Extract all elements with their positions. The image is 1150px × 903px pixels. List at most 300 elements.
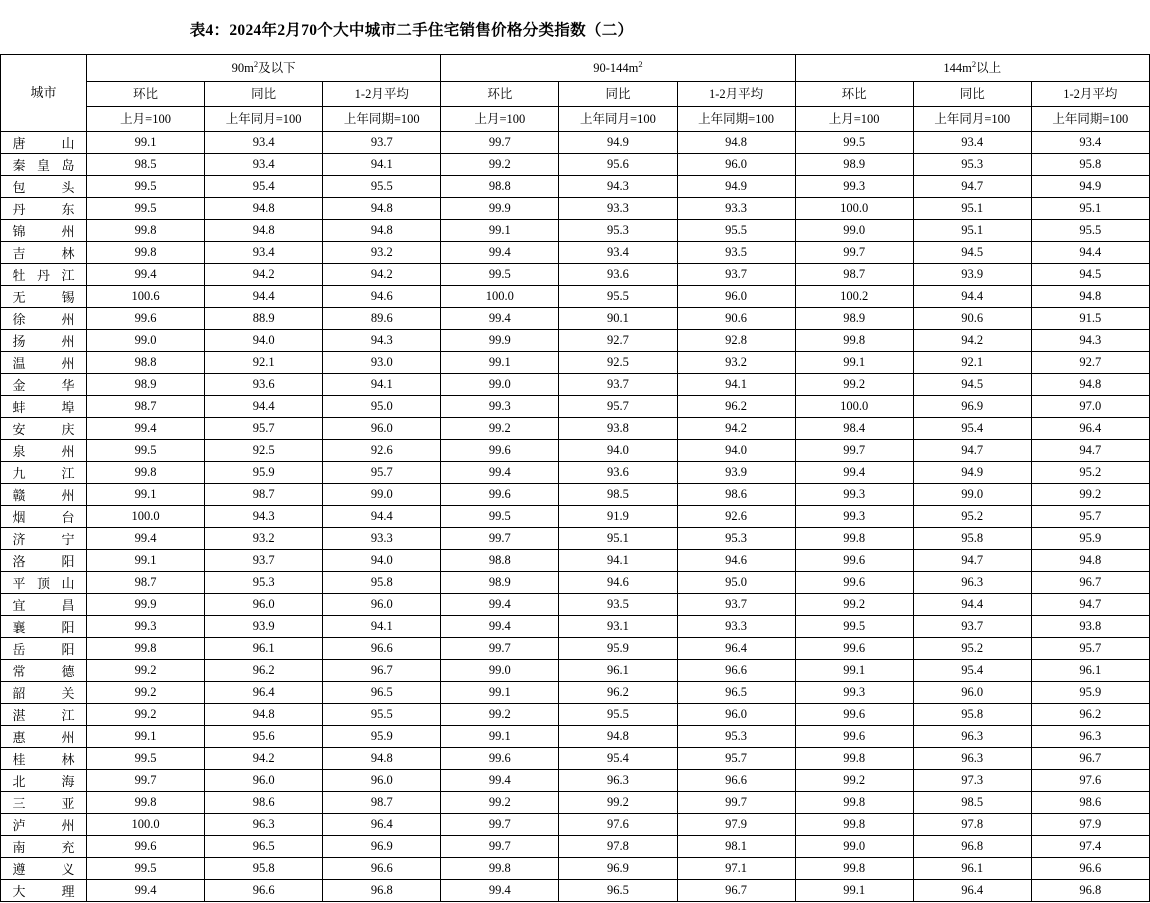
- value-cell: 94.1: [559, 550, 677, 572]
- value-cell: 94.2: [677, 418, 795, 440]
- value-cell: 96.1: [205, 638, 323, 660]
- value-cell: 96.8: [323, 880, 441, 902]
- value-cell: 95.9: [323, 726, 441, 748]
- value-cell: 96.4: [913, 880, 1031, 902]
- value-cell: 99.1: [795, 660, 913, 682]
- city-name-cell: 南 充: [1, 836, 87, 858]
- value-cell: 97.9: [677, 814, 795, 836]
- base-header-2-2: 上年同期=100: [1031, 107, 1149, 132]
- value-cell: 99.3: [87, 616, 205, 638]
- table-row: [1, 132, 1150, 154]
- value-cell: 99.0: [441, 374, 559, 396]
- value-cell: 90.6: [677, 308, 795, 330]
- value-cell: 93.2: [323, 242, 441, 264]
- value-cell: 94.2: [205, 748, 323, 770]
- value-cell: 96.8: [913, 836, 1031, 858]
- value-cell: 96.7: [323, 660, 441, 682]
- value-cell: 94.1: [677, 374, 795, 396]
- measure-header-2-2: 1-2月平均: [1031, 82, 1149, 107]
- header-row-bases: [1, 107, 1150, 132]
- value-cell: 94.4: [205, 286, 323, 308]
- value-cell: 94.6: [677, 550, 795, 572]
- value-cell: 93.4: [913, 132, 1031, 154]
- value-cell: 99.5: [87, 748, 205, 770]
- city-name-cell: 桂 林: [1, 748, 87, 770]
- value-cell: 99.1: [441, 682, 559, 704]
- value-cell: 99.8: [87, 462, 205, 484]
- value-cell: 99.5: [87, 198, 205, 220]
- city-name-cell: 丹 东: [1, 198, 87, 220]
- value-cell: 98.7: [323, 792, 441, 814]
- value-cell: 98.7: [795, 264, 913, 286]
- table-row: [1, 682, 1150, 704]
- value-cell: 95.5: [559, 704, 677, 726]
- value-cell: 99.8: [795, 792, 913, 814]
- value-cell: 99.1: [87, 132, 205, 154]
- group-label-main-0: 90m: [231, 60, 254, 75]
- table-row: [1, 880, 1150, 902]
- value-cell: 92.8: [677, 330, 795, 352]
- measure-header-1-2: 1-2月平均: [677, 82, 795, 107]
- base-header-1-2: 上年同期=100: [677, 107, 795, 132]
- value-cell: 93.2: [677, 352, 795, 374]
- value-cell: 99.7: [795, 440, 913, 462]
- value-cell: 95.8: [913, 704, 1031, 726]
- value-cell: 96.5: [559, 880, 677, 902]
- value-cell: 99.7: [795, 242, 913, 264]
- value-cell: 94.8: [205, 220, 323, 242]
- city-name-cell: 湛 江: [1, 704, 87, 726]
- value-cell: 99.2: [87, 682, 205, 704]
- city-name-cell: 温 州: [1, 352, 87, 374]
- base-header-0-1: 上年同月=100: [205, 107, 323, 132]
- value-cell: 99.2: [441, 792, 559, 814]
- value-cell: 92.7: [559, 330, 677, 352]
- table-row: [1, 748, 1150, 770]
- value-cell: 94.8: [1031, 286, 1149, 308]
- city-name-cell: 九 江: [1, 462, 87, 484]
- value-cell: 95.1: [913, 220, 1031, 242]
- table-row: [1, 462, 1150, 484]
- value-cell: 99.8: [87, 792, 205, 814]
- value-cell: 99.8: [795, 528, 913, 550]
- value-cell: 96.6: [677, 770, 795, 792]
- value-cell: 99.7: [677, 792, 795, 814]
- value-cell: 97.4: [1031, 836, 1149, 858]
- value-cell: 100.0: [441, 286, 559, 308]
- base-header-0-2: 上年同期=100: [323, 107, 441, 132]
- header-row-measures: [1, 82, 1150, 107]
- value-cell: 99.8: [795, 858, 913, 880]
- value-cell: 99.0: [441, 660, 559, 682]
- table-row: [1, 484, 1150, 506]
- value-cell: 94.9: [559, 132, 677, 154]
- value-cell: 95.7: [1031, 506, 1149, 528]
- city-name-cell: 惠 州: [1, 726, 87, 748]
- value-cell: 100.0: [87, 814, 205, 836]
- measure-header-0-0: 环比: [87, 82, 205, 107]
- value-cell: 89.6: [323, 308, 441, 330]
- value-cell: 96.4: [1031, 418, 1149, 440]
- value-cell: 99.5: [441, 264, 559, 286]
- value-cell: 99.4: [87, 418, 205, 440]
- value-cell: 96.0: [205, 594, 323, 616]
- value-cell: 94.4: [913, 594, 1031, 616]
- table-row: [1, 770, 1150, 792]
- value-cell: 93.3: [323, 528, 441, 550]
- measure-header-2-0: 环比: [795, 82, 913, 107]
- value-cell: 96.6: [323, 858, 441, 880]
- value-cell: 93.4: [205, 154, 323, 176]
- value-cell: 99.1: [441, 352, 559, 374]
- value-cell: 96.6: [323, 638, 441, 660]
- value-cell: 99.6: [87, 308, 205, 330]
- value-cell: 93.6: [559, 264, 677, 286]
- value-cell: 97.6: [559, 814, 677, 836]
- value-cell: 99.3: [795, 176, 913, 198]
- city-name-cell: 牡 丹 江: [1, 264, 87, 286]
- group-label-sup-1: 2: [638, 58, 643, 69]
- value-cell: 93.7: [677, 594, 795, 616]
- city-name-cell: 徐 州: [1, 308, 87, 330]
- city-name-cell: 泸 州: [1, 814, 87, 836]
- value-cell: 99.1: [441, 726, 559, 748]
- value-cell: 98.8: [441, 176, 559, 198]
- value-cell: 90.1: [559, 308, 677, 330]
- value-cell: 99.6: [87, 836, 205, 858]
- value-cell: 97.3: [913, 770, 1031, 792]
- value-cell: 94.3: [205, 506, 323, 528]
- value-cell: 93.9: [913, 264, 1031, 286]
- measure-header-0-2: 1-2月平均: [323, 82, 441, 107]
- value-cell: 93.7: [559, 374, 677, 396]
- table-row: [1, 858, 1150, 880]
- value-cell: 99.4: [441, 616, 559, 638]
- value-cell: 94.8: [205, 198, 323, 220]
- value-cell: 96.6: [677, 660, 795, 682]
- page-title: 表4：2024年2月70个大中城市二手住宅销售价格分类指数（二）: [189, 22, 634, 39]
- value-cell: 95.7: [205, 418, 323, 440]
- table-row: [1, 352, 1150, 374]
- table-row: [1, 242, 1150, 264]
- value-cell: 99.4: [441, 770, 559, 792]
- value-cell: 96.9: [323, 836, 441, 858]
- value-cell: 94.4: [323, 506, 441, 528]
- value-cell: 92.7: [1031, 352, 1149, 374]
- value-cell: 96.9: [913, 396, 1031, 418]
- city-name-cell: 吉 林: [1, 242, 87, 264]
- value-cell: 94.8: [205, 704, 323, 726]
- value-cell: 95.7: [559, 396, 677, 418]
- value-cell: 95.6: [559, 154, 677, 176]
- value-cell: 99.7: [441, 836, 559, 858]
- value-cell: 96.3: [913, 726, 1031, 748]
- city-name-cell: 平 顶 山: [1, 572, 87, 594]
- value-cell: 96.4: [323, 814, 441, 836]
- value-cell: 94.5: [913, 374, 1031, 396]
- value-cell: 92.6: [677, 506, 795, 528]
- value-cell: 96.1: [559, 660, 677, 682]
- table-row: [1, 572, 1150, 594]
- city-name-cell: 常 德: [1, 660, 87, 682]
- value-cell: 96.3: [913, 748, 1031, 770]
- city-name-cell: 岳 阳: [1, 638, 87, 660]
- value-cell: 99.9: [441, 330, 559, 352]
- value-cell: 91.5: [1031, 308, 1149, 330]
- group-label-tail-0: 及以下: [258, 60, 296, 75]
- value-cell: 99.2: [795, 594, 913, 616]
- city-name-cell: 无 锡: [1, 286, 87, 308]
- table-row: [1, 660, 1150, 682]
- value-cell: 98.9: [795, 154, 913, 176]
- value-cell: 93.7: [913, 616, 1031, 638]
- value-cell: 96.4: [205, 682, 323, 704]
- value-cell: 94.2: [323, 264, 441, 286]
- value-cell: 99.5: [87, 858, 205, 880]
- value-cell: 95.9: [205, 462, 323, 484]
- value-cell: 97.0: [1031, 396, 1149, 418]
- value-cell: 100.2: [795, 286, 913, 308]
- value-cell: 94.8: [323, 748, 441, 770]
- value-cell: 96.6: [1031, 858, 1149, 880]
- table-row: [1, 506, 1150, 528]
- value-cell: 98.1: [677, 836, 795, 858]
- measure-header-0-1: 同比: [205, 82, 323, 107]
- value-cell: 94.7: [1031, 594, 1149, 616]
- value-cell: 96.0: [205, 770, 323, 792]
- value-cell: 95.0: [323, 396, 441, 418]
- value-cell: 99.1: [87, 484, 205, 506]
- value-cell: 94.8: [677, 132, 795, 154]
- value-cell: 99.5: [87, 176, 205, 198]
- value-cell: 93.3: [677, 616, 795, 638]
- city-name-cell: 宜 昌: [1, 594, 87, 616]
- value-cell: 95.8: [205, 858, 323, 880]
- table-row: [1, 286, 1150, 308]
- value-cell: 96.3: [1031, 726, 1149, 748]
- value-cell: 93.8: [559, 418, 677, 440]
- value-cell: 96.1: [913, 858, 1031, 880]
- city-name-cell: 泉 州: [1, 440, 87, 462]
- value-cell: 99.2: [795, 374, 913, 396]
- value-cell: 95.5: [1031, 220, 1149, 242]
- table-row: [1, 814, 1150, 836]
- value-cell: 95.9: [1031, 528, 1149, 550]
- value-cell: 99.4: [441, 462, 559, 484]
- value-cell: 94.1: [323, 154, 441, 176]
- value-cell: 99.6: [795, 638, 913, 660]
- value-cell: 95.3: [913, 154, 1031, 176]
- value-cell: 96.0: [323, 594, 441, 616]
- value-cell: 99.3: [441, 396, 559, 418]
- value-cell: 99.6: [441, 484, 559, 506]
- value-cell: 94.8: [1031, 550, 1149, 572]
- table-row: [1, 330, 1150, 352]
- group-label-sup-0: 2: [253, 58, 259, 69]
- city-name-cell: 洛 阳: [1, 550, 87, 572]
- value-cell: 99.4: [795, 462, 913, 484]
- value-cell: 99.2: [441, 154, 559, 176]
- value-cell: 96.0: [677, 704, 795, 726]
- value-cell: 99.3: [795, 484, 913, 506]
- value-cell: 96.7: [1031, 572, 1149, 594]
- value-cell: 93.4: [205, 242, 323, 264]
- value-cell: 98.7: [87, 396, 205, 418]
- group-header-over-144: [795, 55, 1149, 82]
- value-cell: 94.8: [323, 220, 441, 242]
- value-cell: 99.8: [441, 858, 559, 880]
- value-cell: 94.4: [913, 286, 1031, 308]
- value-cell: 99.1: [87, 550, 205, 572]
- city-name-cell: 襄 阳: [1, 616, 87, 638]
- value-cell: 98.9: [87, 374, 205, 396]
- value-cell: 90.6: [913, 308, 1031, 330]
- group-label-main-2: 144m: [943, 60, 972, 75]
- table-row: [1, 220, 1150, 242]
- value-cell: 99.2: [795, 770, 913, 792]
- value-cell: 100.0: [795, 396, 913, 418]
- value-cell: 95.9: [1031, 682, 1149, 704]
- city-name-cell: 三 亚: [1, 792, 87, 814]
- value-cell: 96.3: [913, 572, 1031, 594]
- table-row: [1, 264, 1150, 286]
- value-cell: 99.7: [441, 814, 559, 836]
- city-name-cell: 遵 义: [1, 858, 87, 880]
- table-row: [1, 836, 1150, 858]
- table-row: [1, 154, 1150, 176]
- value-cell: 99.0: [323, 484, 441, 506]
- value-cell: 99.6: [441, 748, 559, 770]
- value-cell: 99.0: [87, 330, 205, 352]
- value-cell: 96.8: [1031, 880, 1149, 902]
- value-cell: 98.9: [795, 308, 913, 330]
- value-cell: 99.0: [795, 220, 913, 242]
- value-cell: 96.0: [677, 286, 795, 308]
- value-cell: 93.3: [559, 198, 677, 220]
- value-cell: 95.5: [323, 704, 441, 726]
- value-cell: 95.0: [677, 572, 795, 594]
- value-cell: 93.5: [677, 242, 795, 264]
- value-cell: 96.2: [559, 682, 677, 704]
- value-cell: 94.7: [913, 440, 1031, 462]
- value-cell: 99.1: [795, 352, 913, 374]
- value-cell: 94.3: [1031, 330, 1149, 352]
- city-name-cell: 锦 州: [1, 220, 87, 242]
- table-header: [1, 55, 1150, 132]
- value-cell: 93.7: [205, 550, 323, 572]
- value-cell: 94.0: [205, 330, 323, 352]
- value-cell: 95.2: [913, 506, 1031, 528]
- group-label-tail-2: 以上: [976, 60, 1002, 75]
- value-cell: 94.0: [677, 440, 795, 462]
- value-cell: 94.7: [913, 176, 1031, 198]
- value-cell: 98.7: [205, 484, 323, 506]
- value-cell: 95.7: [1031, 638, 1149, 660]
- value-cell: 94.1: [323, 616, 441, 638]
- value-cell: 100.0: [795, 198, 913, 220]
- value-cell: 95.4: [205, 176, 323, 198]
- value-cell: 96.0: [913, 682, 1031, 704]
- value-cell: 95.3: [559, 220, 677, 242]
- value-cell: 99.2: [87, 660, 205, 682]
- value-cell: 98.9: [441, 572, 559, 594]
- value-cell: 95.1: [1031, 198, 1149, 220]
- value-cell: 88.9: [205, 308, 323, 330]
- value-cell: 95.8: [1031, 154, 1149, 176]
- table-row: [1, 594, 1150, 616]
- table-row: [1, 418, 1150, 440]
- value-cell: 95.1: [559, 528, 677, 550]
- value-cell: 99.2: [1031, 484, 1149, 506]
- value-cell: 96.3: [205, 814, 323, 836]
- value-cell: 93.4: [205, 132, 323, 154]
- value-cell: 98.5: [559, 484, 677, 506]
- value-cell: 94.0: [559, 440, 677, 462]
- base-header-1-0: 上月=100: [441, 107, 559, 132]
- value-cell: 99.8: [795, 330, 913, 352]
- value-cell: 93.3: [677, 198, 795, 220]
- value-cell: 99.3: [795, 506, 913, 528]
- value-cell: 95.5: [323, 176, 441, 198]
- value-cell: 93.7: [323, 132, 441, 154]
- value-cell: 99.7: [441, 638, 559, 660]
- value-cell: 92.5: [205, 440, 323, 462]
- value-cell: 97.8: [913, 814, 1031, 836]
- value-cell: 94.6: [323, 286, 441, 308]
- value-cell: 98.6: [1031, 792, 1149, 814]
- table-row: [1, 396, 1150, 418]
- table-row: [1, 704, 1150, 726]
- value-cell: 99.6: [795, 572, 913, 594]
- value-cell: 99.4: [87, 264, 205, 286]
- value-cell: 93.4: [559, 242, 677, 264]
- base-header-0-0: 上月=100: [87, 107, 205, 132]
- value-cell: 99.6: [441, 440, 559, 462]
- value-cell: 98.7: [87, 572, 205, 594]
- value-cell: 95.3: [677, 528, 795, 550]
- value-cell: 95.8: [913, 528, 1031, 550]
- value-cell: 94.1: [323, 374, 441, 396]
- value-cell: 99.7: [87, 770, 205, 792]
- value-cell: 95.3: [205, 572, 323, 594]
- city-name-cell: 扬 州: [1, 330, 87, 352]
- value-cell: 96.0: [323, 418, 441, 440]
- city-name-cell: 秦 皇 岛: [1, 154, 87, 176]
- value-cell: 96.2: [205, 660, 323, 682]
- value-cell: 93.6: [205, 374, 323, 396]
- value-cell: 99.3: [795, 682, 913, 704]
- value-cell: 94.6: [559, 572, 677, 594]
- value-cell: 95.2: [913, 638, 1031, 660]
- city-name-cell: 赣 州: [1, 484, 87, 506]
- base-header-2-1: 上年同月=100: [913, 107, 1031, 132]
- value-cell: 99.2: [87, 704, 205, 726]
- value-cell: 94.0: [323, 550, 441, 572]
- value-cell: 99.8: [87, 220, 205, 242]
- table-row: [1, 374, 1150, 396]
- value-cell: 98.5: [87, 154, 205, 176]
- table-row: [1, 726, 1150, 748]
- value-cell: 96.1: [1031, 660, 1149, 682]
- value-cell: 94.2: [205, 264, 323, 286]
- value-cell: 92.1: [205, 352, 323, 374]
- measure-header-1-0: 环比: [441, 82, 559, 107]
- base-header-1-1: 上年同月=100: [559, 107, 677, 132]
- value-cell: 99.2: [441, 704, 559, 726]
- value-cell: 98.6: [205, 792, 323, 814]
- value-cell: 94.8: [559, 726, 677, 748]
- base-header-2-0: 上月=100: [795, 107, 913, 132]
